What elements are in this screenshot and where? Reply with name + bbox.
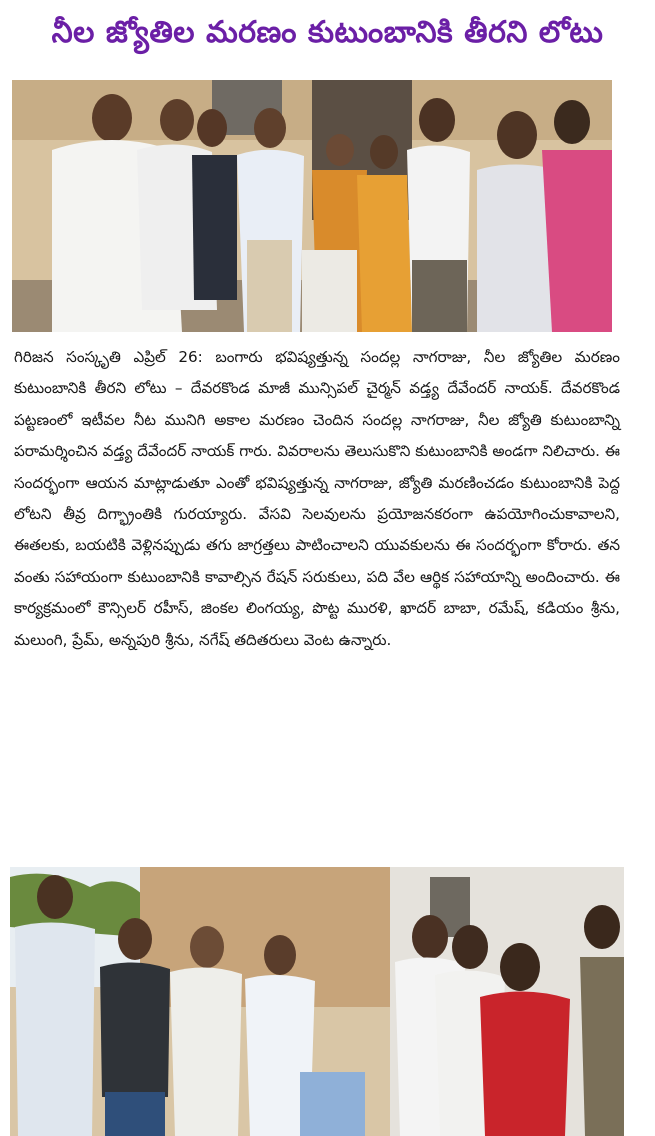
photo-bottom [10,867,624,1136]
photo-top-illustration [12,80,612,332]
article-body: గిరిజన సంస్కృతి ఎప్రిల్ 26: బంగారు భవిష్యత్తున్న సందల్ల నాగరాజు, నీల జ్యోతిల మరణం కుటుంబానికి తీరని లోటు – దేవరకొండ మాజీ మున్సిపల్ చైర్మన్ వడ్త్య దేవేందర్ నాయక్. దేవరకొండ పట్టణంలో ఇటీవల నీట మునిగి అకాల మరణం చెందిన సందల్ల నాగరాజు, నీల జ్యోతి కుటుంబాన్ని పరామర్శించిన వడ్త్య దేవేందర్ నాయక్ గారు. వివరాలను తెలుసుకొని కుటుంబానికి అండగా నిలిచారు. ఈ సందర్భంగా ఆయన మాట్లాడుతూ ఎంతో భవిష్యత్తున్న నాగరాజు, జ్యోతి మరణించడం కుటుంబానికి పెద్ద లోటని తీవ్ర దిగ్భ్రాంతికి గురయ్యారు. వేసవి సెలవులను ప్రయోజనకరంగా ఉపయోగించుకావాలని, ఈతలకు, బయటికి వెళ్లినప్పుడు తగు జాగ్రత్తలు పాటించాలని యువకులను ఈ సందర్భంగా కోరారు. తన వంతు సహాయంగా కుటుంబానికి కావాల్సిన రేషన్ సరుకులు, పది వేల ఆర్థిక సహాయాన్ని అందించారు. ఈ కార్యక్రమంలో కౌన్సిలర్ రహీస్, జింకల లింగయ్య, పొట్ట మురళి, ఖాదర్ బాబా, రమేష్, కడియం శ్రీను, మలుంగి, ప్రేమ్, అన్నపురి శ్రీను, నగేష్ తదితరులు వెంట ఉన్నారు. [14,348,620,649]
headline: నీల జ్యోతిల మరణం కుటుంబానికి తీరని లోటు [51,15,604,50]
photo-top [12,80,612,332]
photo-bottom-illustration [10,867,624,1136]
